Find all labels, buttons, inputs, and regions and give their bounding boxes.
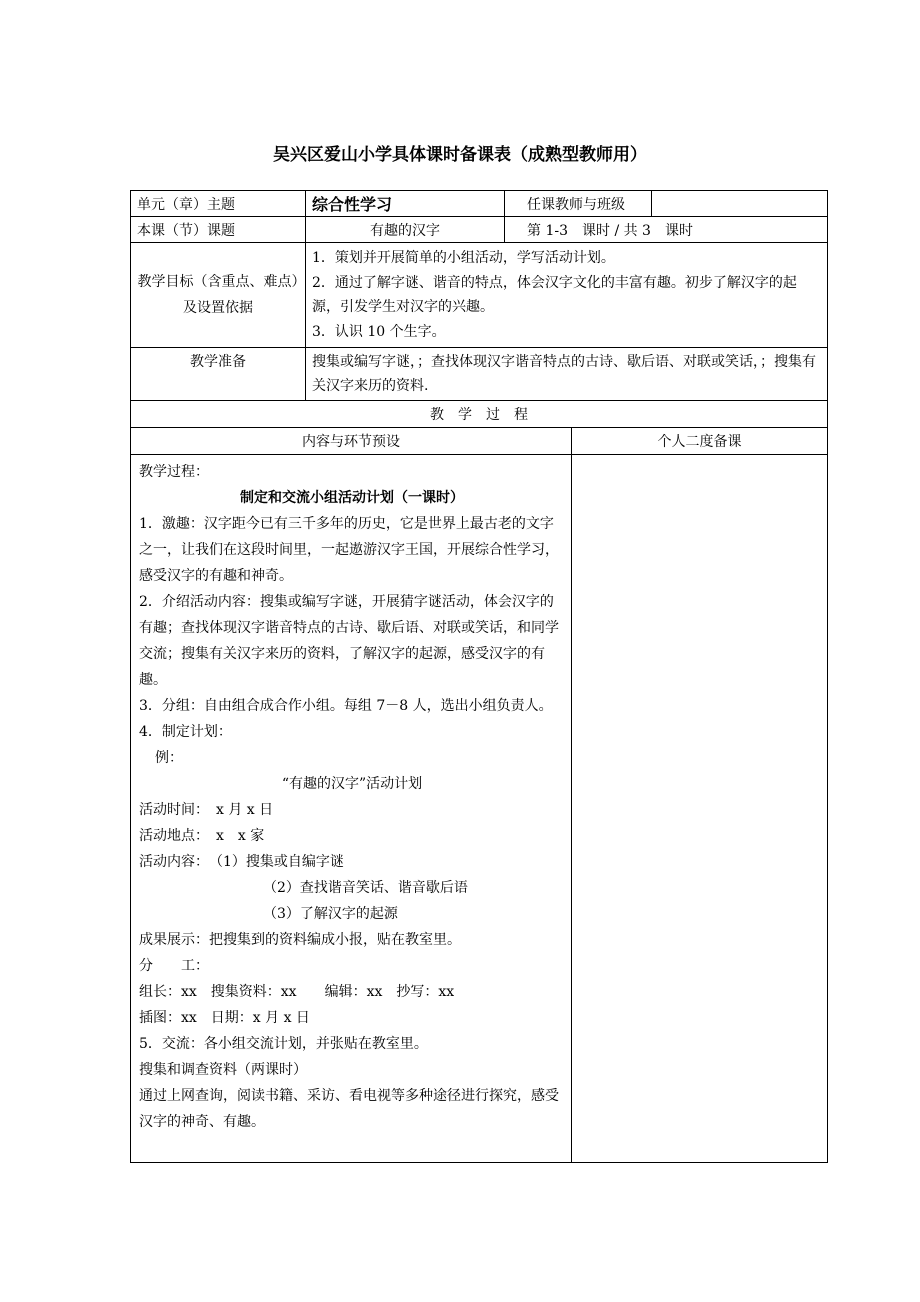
- plan-content-1: 活动内容： （1）搜集或自编字谜: [139, 854, 344, 870]
- example-label: 例：: [155, 750, 183, 766]
- plan-division: 分 工：: [139, 958, 209, 974]
- unit-theme-label: 单元（章）主题: [131, 191, 306, 217]
- goals-label: 教学目标（含重点、难点）及设置依据: [131, 243, 306, 348]
- row-lesson-topic: [131, 217, 828, 243]
- process-header: 教 学 过 程: [131, 401, 828, 428]
- notes-column-header: 个人二度备课: [572, 428, 828, 455]
- content-column-header: 内容与环节预设: [131, 428, 572, 455]
- teacher-class-value: [652, 191, 828, 217]
- goal-item: 2．通过了解字谜、谐音的特点，体会汉字文化的丰富有趣。初步了解汉字的起源，引发学生对汉字的兴趣。: [312, 274, 797, 315]
- plan-title: “有趣的汉字”活动计划: [281, 776, 423, 792]
- plan-content-2: （2）查找谐音笑话、谐音歇后语: [263, 880, 468, 896]
- lesson-topic-value: 有趣的汉字: [306, 217, 505, 243]
- row-column-headers: [131, 428, 828, 455]
- step-5-text: 5．交流：各小组交流计划，并张贴在教室里。: [139, 1036, 428, 1052]
- plan-time: 活动时间： x 月 x 日: [139, 802, 274, 818]
- lesson-plan-table: [130, 190, 828, 1163]
- prep-label: 教学准备: [131, 348, 306, 401]
- row-unit-theme: [131, 191, 828, 217]
- unit-theme-value: 综合性学习: [306, 191, 505, 217]
- goal-item: 1．策划并开展简单的小组活动，学写活动计划。: [312, 250, 615, 266]
- step-1-text: 1．激趣：汉字距今已有三千多年的历史，它是世界上最古老的文字之一，让我们在这段时间里，一起遨游汉字王国，开展综合性学习，感受汉字的有趣和神奇。: [139, 516, 559, 584]
- goal-item: 3．认识 10 个生字。: [312, 323, 446, 340]
- row-goals: [131, 243, 828, 348]
- lesson-topic-label: 本课（节）课题: [131, 217, 306, 243]
- step-2-text: 2．介绍活动内容：搜集或编写字谜，开展猜字谜活动，体会汉字的有趣；查找体现汉字谐音特点的古诗、歇后语、对联或笑话，和同学交流；搜集有关汉字来历的资料，了解汉字的起源，感受汉字的有趣。: [139, 594, 559, 688]
- row-prep: [131, 348, 828, 401]
- prep-content: 搜集或编写字谜，；查找体现汉字谐音特点的古诗、歇后语、对联或笑话，；搜集有关汉字来历的资料.: [306, 348, 828, 401]
- plan-content-3: （3）了解汉字的起源: [263, 906, 398, 922]
- row-process-header: [131, 401, 828, 428]
- notes-content: [572, 455, 828, 1163]
- section-heading-plan: 制定和交流小组活动计划（一课时）: [240, 490, 464, 506]
- step-4-text: 4．制定计划：: [139, 724, 232, 740]
- plan-place: 活动地点： x x 家: [139, 828, 265, 844]
- plan-roles-1: 组长：xx 搜集资料：xx 编辑：xx 抄写：xx: [139, 984, 455, 1000]
- research-text: 通过上网查询，阅读书籍、采访、看电视等多种途径进行探究，感受汉字的神奇、有趣。: [139, 1088, 559, 1130]
- teacher-class-label: 任课教师与班级: [505, 191, 652, 217]
- step-3-text: 3．分组：自由组合成合作小组。每组 7－8 人，选出小组负责人。: [139, 698, 553, 714]
- process-intro: 教学过程：: [139, 464, 209, 480]
- plan-result: 成果展示：把搜集到的资料编成小报，贴在教室里。: [139, 932, 461, 948]
- plan-roles-2: 插图：xx 日期：x 月 x 日: [139, 1010, 310, 1026]
- page-title: 吴兴区爱山小学具体课时备课表（成熟型教师用）: [273, 145, 647, 165]
- goals-content: [306, 243, 828, 348]
- process-content: [131, 455, 572, 1163]
- section-heading-research: 搜集和调查资料（两课时）: [139, 1062, 307, 1078]
- row-process-body: [131, 455, 828, 1163]
- lesson-periods: 第 1-3 课时 / 共 3 课时: [505, 217, 828, 243]
